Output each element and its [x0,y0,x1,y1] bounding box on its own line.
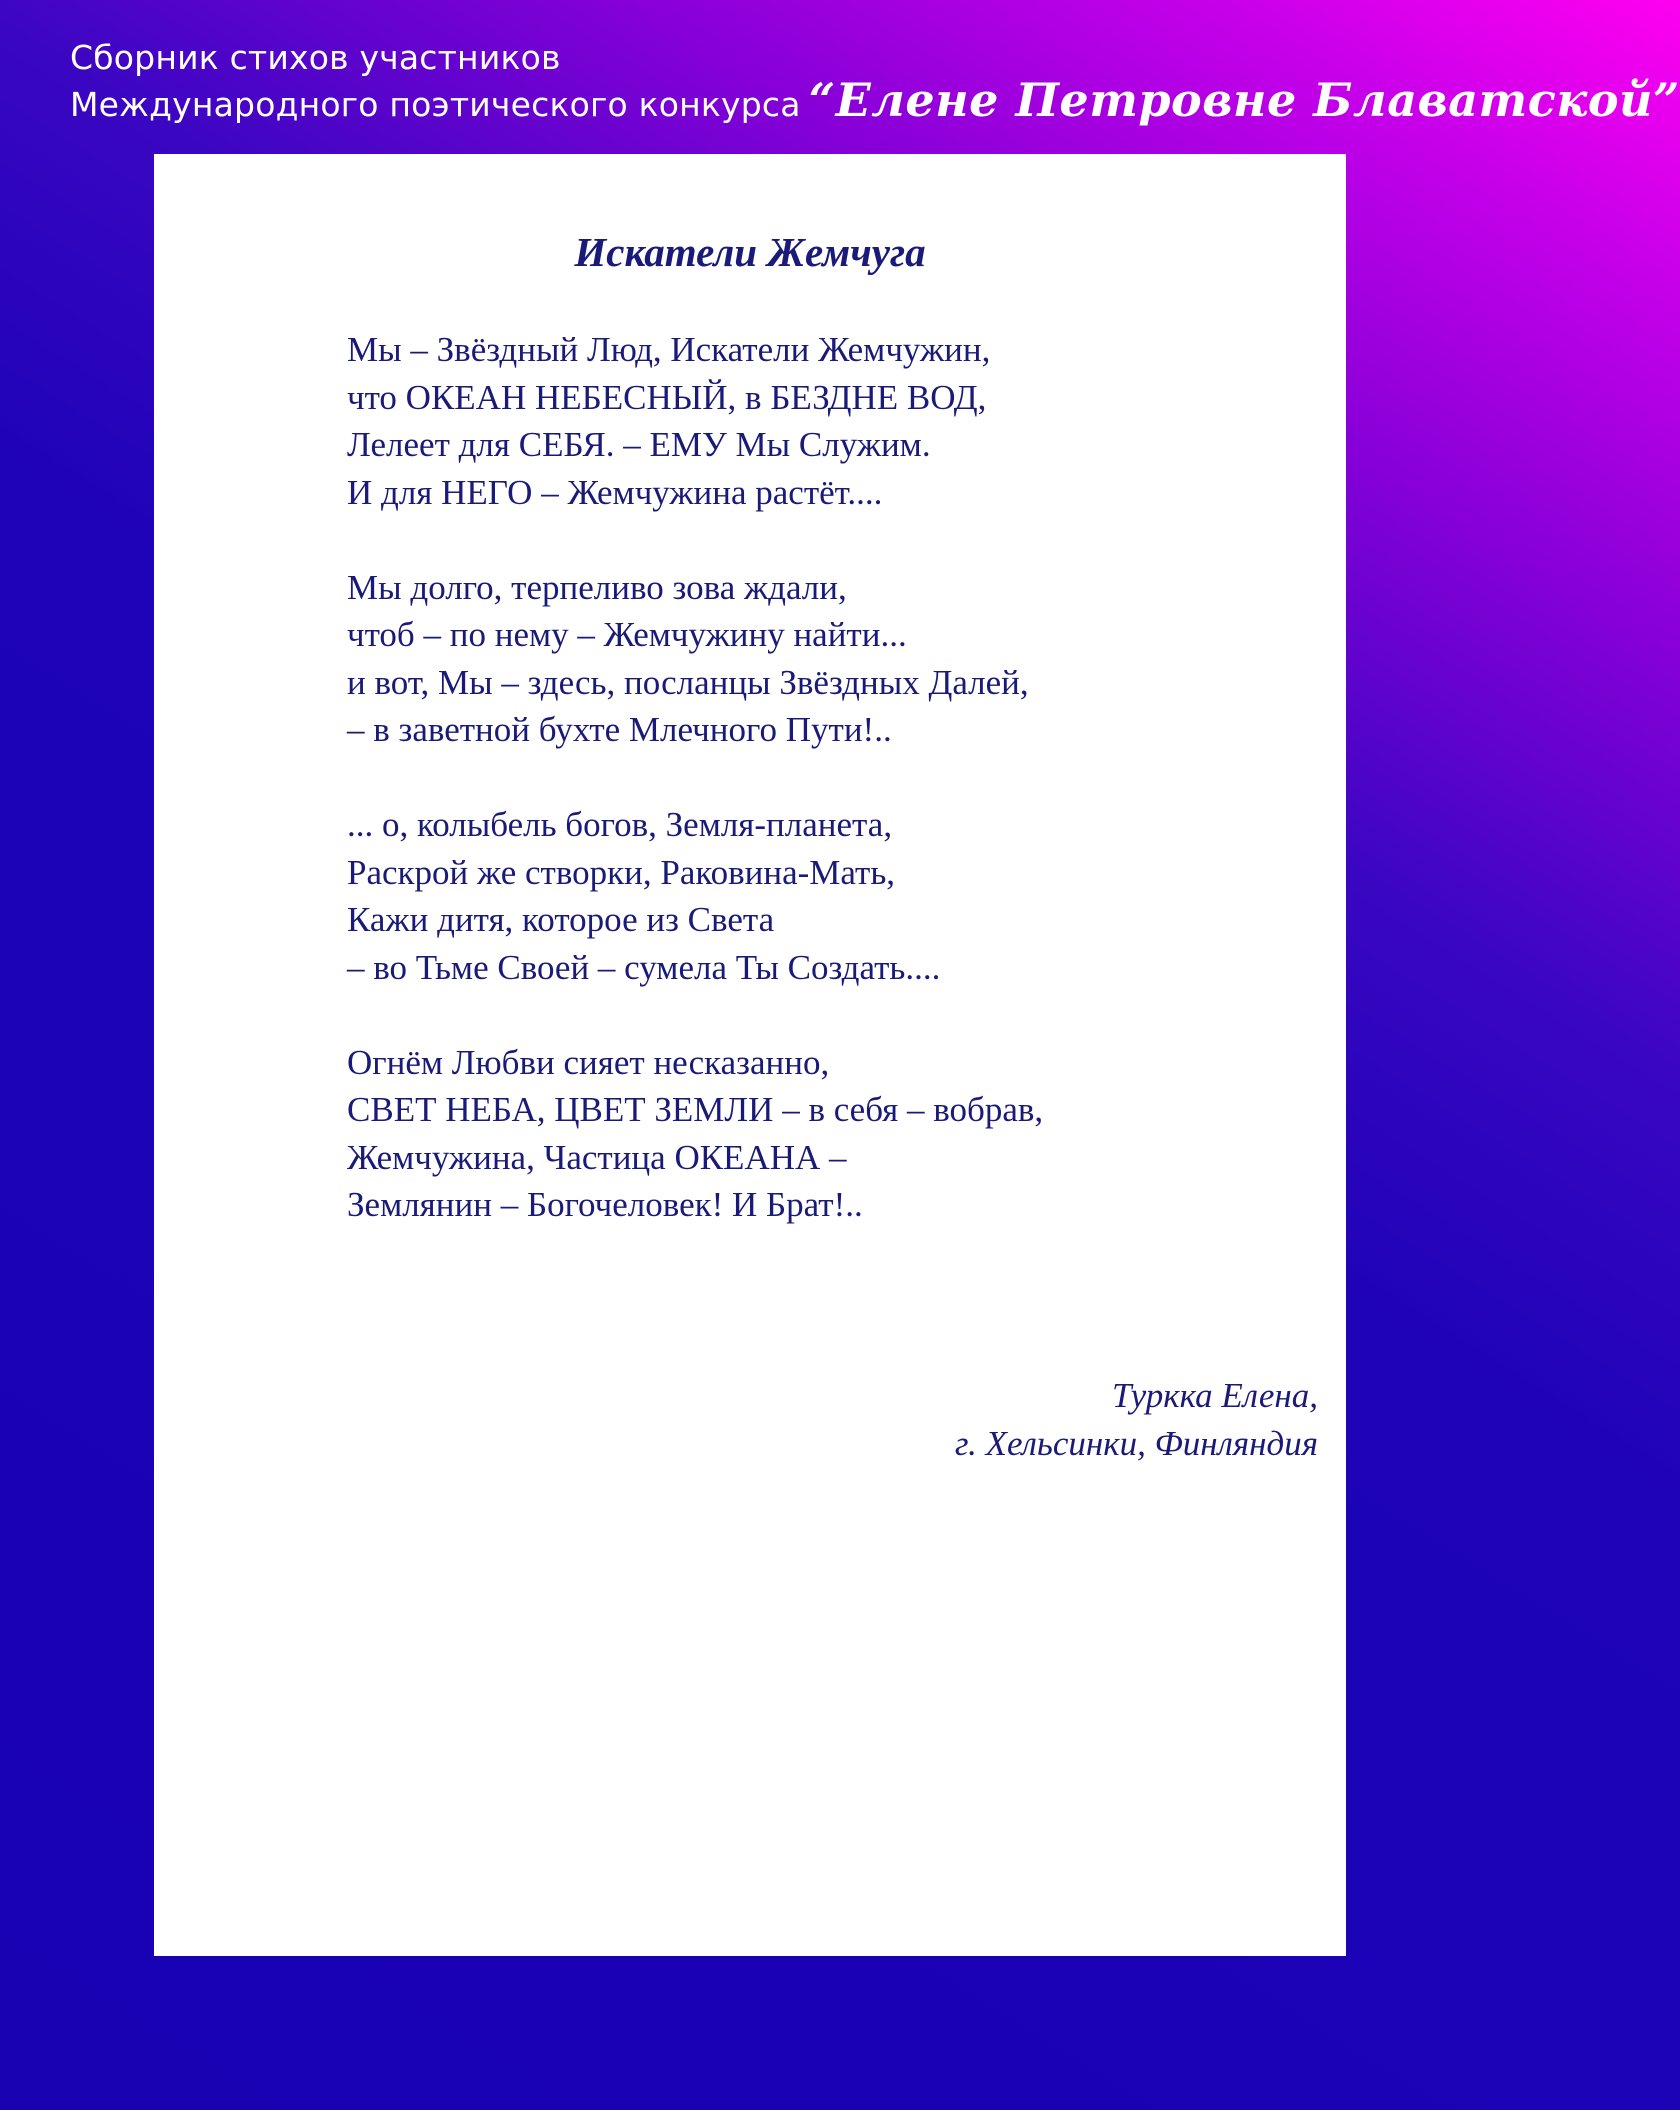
collection-header [70,36,1680,127]
author-signature [955,1372,1318,1467]
poem-title: Искатели Жемчуга [574,229,926,275]
stanza-3 [347,801,1307,991]
author-name: Туркка Елена, [1112,1376,1318,1415]
poem-line: чтоб – по нему – Жемчужину найти... [347,615,907,654]
poem-line: Мы долго, терпеливо зова ждали, [347,567,847,607]
poem-line: Землянин – Богочеловек! И Брат!.. [347,1185,863,1224]
stanza-2 [347,564,1307,754]
stanza-1 [347,326,1307,516]
contest-name: “Елене Петровне Блаватской” [808,73,1680,127]
stanza-4 [347,1039,1307,1229]
poem-line: Лелеет для СЕБЯ. – ЕМУ Мы Служим. [347,425,931,464]
poem-line: Кажи дитя, которое из Света [347,900,775,939]
poem-line: И для НЕГО – Жемчужина растёт.... [347,472,883,512]
poem-line: СВЕТ НЕБА, ЦВЕТ ЗЕМЛИ – в себя – вобрав, [347,1090,1044,1129]
poem-line: Мы – Звёздный Люд, Искатели Жемчужин, [347,330,991,369]
header-line-2-text: Международного поэтического конкурса [70,85,801,124]
poem-page [154,154,1346,1956]
poem-line: и вот, Мы – здесь, посланцы Звёздных Далей, [347,662,1029,702]
poem-line: ... о, колыбель богов, Земля-планета, [347,805,893,844]
poem-body [347,326,1307,1276]
poem-line: Раскрой же створки, Раковина-Мать, [347,852,896,892]
poem-line: Жемчужина, Частица ОКЕАНА – [347,1137,847,1177]
poem-line: – в заветной бухте Млечного Пути!.. [347,710,892,749]
header-line-1: Сборник стихов участников [70,38,561,77]
poem-line: что ОКЕАН НЕБЕСНЫЙ, в БЕЗДНЕ ВОД, [347,377,987,417]
poem-line: Огнём Любви сияет несказанно, [347,1042,830,1082]
author-location: г. Хельсинки, Финляндия [954,1423,1318,1463]
header-line-2 [70,73,1680,127]
poem-line: – во Тьме Своей – сумела Ты Создать.... [347,947,941,987]
